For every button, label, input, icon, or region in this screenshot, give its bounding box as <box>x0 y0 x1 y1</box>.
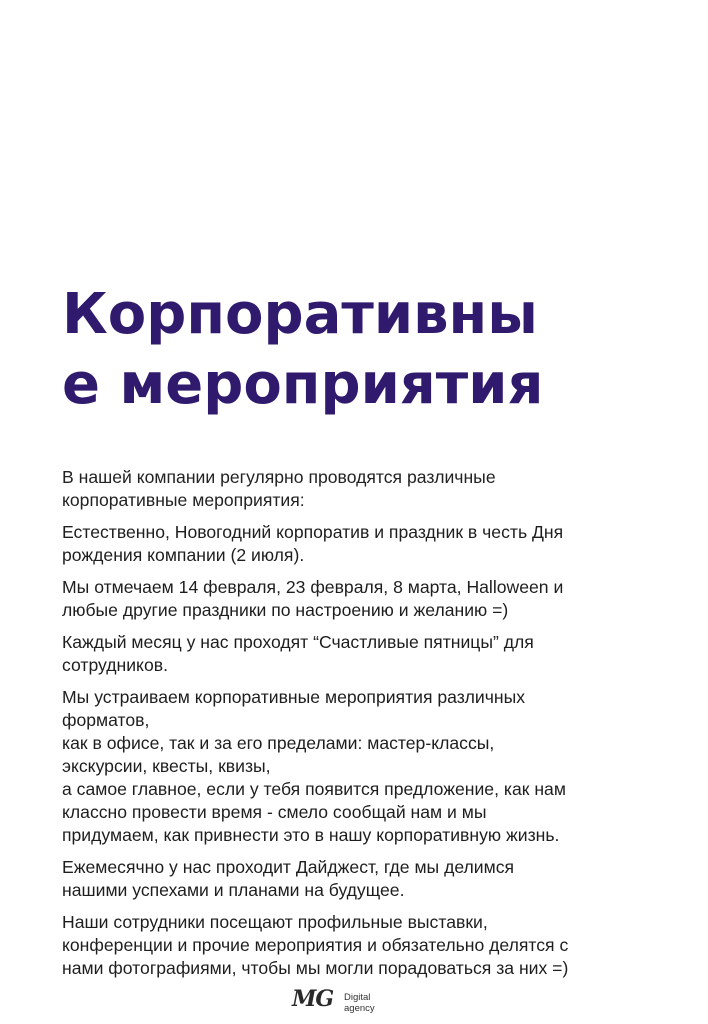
paragraph-happy-fridays <box>62 631 662 677</box>
text-line: экскурсии, квесты, квизы, <box>62 756 271 776</box>
company-logo <box>292 987 402 1021</box>
paragraph-intro <box>62 466 662 512</box>
text-line: Наши сотрудники посещают профильные выставки, <box>62 912 488 932</box>
text-line: Мы устраиваем корпоративные мероприятия различных <box>62 687 526 707</box>
text-line: нами фотографиями, чтобы мы могли порадоваться за них =) <box>62 958 569 978</box>
page-title <box>62 280 682 420</box>
title-line-2: е мероприятия <box>62 352 544 417</box>
paragraph-formats <box>62 686 662 847</box>
text-line: любые другие праздники по настроению и желанию =) <box>62 600 509 620</box>
title-line-1: Корпоративны <box>62 282 538 347</box>
text-line: Ежемесячно у нас проходит Дайджест, где мы делимся <box>62 857 515 877</box>
text-line: В нашей компании регулярно проводятся различные <box>62 467 496 487</box>
text-line: конференции и прочие мероприятия и обязательно делятся с <box>62 935 569 955</box>
paragraph-exhibitions <box>62 911 662 980</box>
text-line: сотрудников. <box>62 655 168 675</box>
text-line: форматов, <box>62 710 150 730</box>
text-line: как в офисе, так и за его пределами: мастер-классы, <box>62 733 495 753</box>
text-line: а самое главное, если у тебя появится предложение, как нам <box>62 779 566 799</box>
logo-caption-line-1: Digital <box>344 992 371 1003</box>
text-line: корпоративные мероприятия: <box>62 490 305 510</box>
text-line: Естественно, Новогодний корпоратив и праздник в честь Дня <box>62 522 564 542</box>
paragraph-holidays <box>62 576 662 622</box>
text-line: Каждый месяц у нас проходят “Счастливые пятницы” для <box>62 632 534 652</box>
paragraph-new-year <box>62 521 662 567</box>
logo-caption <box>344 992 375 1014</box>
logo-caption-line-2: agency <box>344 1003 375 1014</box>
text-line: придумаем, как привнести это в нашу корпоративную жизнь. <box>62 825 560 845</box>
paragraph-digest <box>62 856 662 902</box>
text-line: нашими успехами и планами на будущее. <box>62 880 405 900</box>
body-text <box>62 466 662 989</box>
text-line: классно провести время - смело сообщай нам и мы <box>62 802 487 822</box>
text-line: Мы отмечаем 14 февраля, 23 февраля, 8 марта, Halloween и <box>62 577 564 597</box>
text-line: рождения компании (2 июля). <box>62 545 305 565</box>
logo-mark: MG <box>292 986 334 1012</box>
